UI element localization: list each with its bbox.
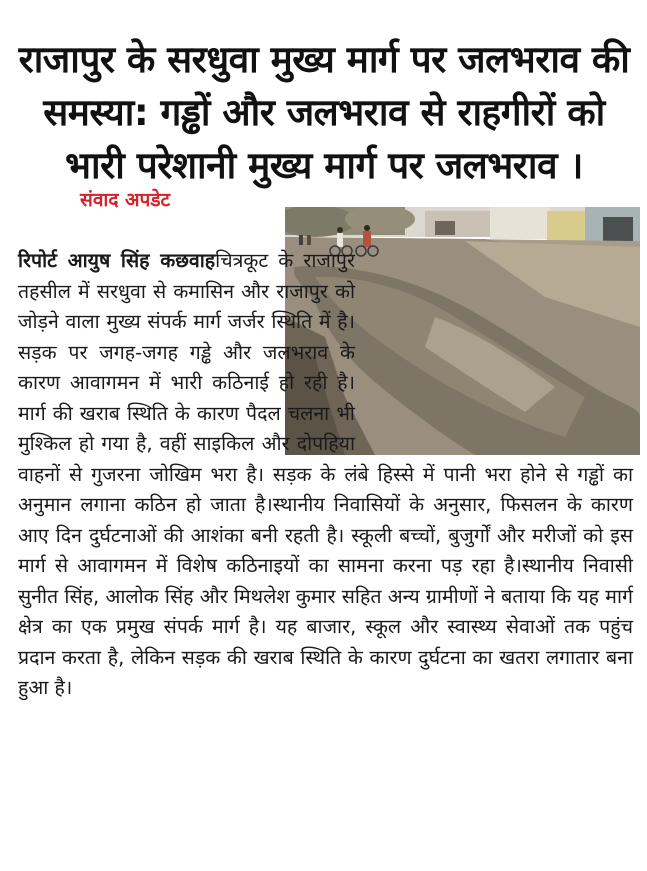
photo-wrap-space bbox=[355, 246, 633, 458]
article-body bbox=[18, 246, 633, 704]
reporter-credit: रिपोर्ट आयुष सिंह कछवाह bbox=[18, 249, 216, 272]
headline: राजापुर के सरधुवा मुख्य मार्ग पर जलभराव की समस्या: गड्ढों और जलभराव से राहगीरों को भारी परेशानी मुख्य मार्ग पर जलभराव । bbox=[18, 37, 630, 187]
byline: संवाद अपडेट bbox=[80, 189, 171, 211]
article-text: चित्रकूट के राजापुर तहसील में सरधुवा से कमासिन और राजापुर को जोड़ने वाला मुख्य संपर्क मार्ग जर्जर स्थिति में है। सड़क पर जगह-जगह गड्ढे और जलभराव के कारण आवागमन में भारी कठिनाई हो रही है।मार्ग की खराब स्थिति के कारण पैदल चलना भी मुश्किल हो गया है, वहीं साइकिल और दोपहिया वाहनों से गुजरना जोखिम भरा है। सड़क के लंबे हिस्से में पानी भरा होने से गड्ढों का अनुमान लगाना कठिन हो जाता है।स्थानीय निवासियों के अनुसार, फिसलन के कारण आए दिन दुर्घटनाओं की आशंका बनी रहती है। स्कूली बच्चों, बुजुर्गों और मरीजों को इस मार्ग से आवागमन में विशेष कठिनाइयों का सामना करना पड़ रहा है।स्थानीय निवासी सुनीत सिंह, आलोक सिंह और मिथलेश कुमार सहित अन्य ग्रामीणों ने बताया कि यह मार्ग क्षेत्र का एक प्रमुख संपर्क मार्ग है। यह बाजार, स्कूल और स्वास्थ्य सेवाओं तक पहुंच प्रदान करता है, लेकिन सड़क की खराब स्थिति के कारण दुर्घटना का खतरा लगातार बना हुआ है। bbox=[18, 249, 633, 699]
